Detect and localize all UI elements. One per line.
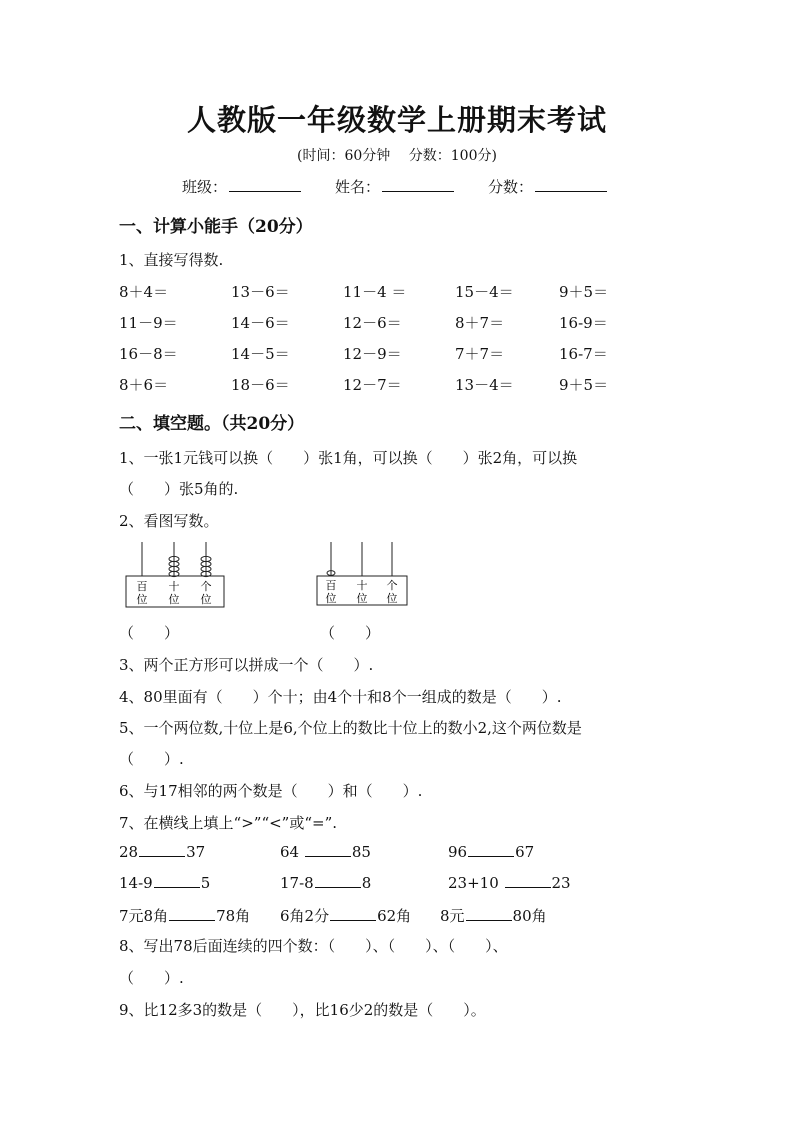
calc-item: 16-9＝ (559, 314, 608, 332)
abacus-label: 个 (200, 580, 212, 593)
compare-blank[interactable] (169, 908, 215, 921)
compare-item (119, 843, 205, 861)
section1-q1: 1、直接写得数. (119, 251, 224, 269)
compare-blank[interactable] (505, 875, 551, 888)
compare-right: 85 (351, 843, 371, 861)
page-title: 人教版一年级数学上册期末考试 (186, 103, 607, 137)
abacus-diagram-b (315, 540, 411, 610)
q3-text: 3、两个正方形可以拼成一个（ ）. (119, 656, 374, 674)
calc-item: 12－6＝ (343, 314, 402, 332)
score-blank[interactable] (535, 177, 607, 192)
compare-blank[interactable] (468, 844, 514, 857)
compare-left: 8元 (440, 907, 465, 925)
compare-item (280, 905, 411, 926)
q2-text: 2、看图写数。 (119, 512, 219, 530)
compare-left: 14-9 (119, 874, 153, 892)
abacus-label: 位 (386, 592, 398, 605)
q8-line2: （ ）. (119, 969, 184, 987)
calc-item: 7＋7＝ (455, 345, 505, 363)
section1-heading: 一、计算小能手（20分） (119, 217, 313, 237)
compare-right: 62角 (377, 907, 412, 925)
compare-blank[interactable] (154, 875, 200, 888)
q5-line2: （ ）. (119, 750, 184, 768)
q7-text: 7、在横线上填上“>”“<”或“=”. (119, 814, 338, 832)
calc-item: 8＋4＝ (119, 283, 169, 301)
compare-left: 6角2分 (280, 907, 330, 925)
calc-item: 13－4＝ (455, 376, 514, 394)
compare-right: 8 (361, 874, 372, 892)
calc-item: 16－8＝ (119, 345, 178, 363)
score-field (488, 176, 607, 197)
compare-blank[interactable] (466, 908, 512, 921)
abacus-label: 十 (356, 579, 368, 592)
compare-left: 28 (119, 843, 139, 861)
q8-line1: 8、写出78后面连续的四个数：（ ）、（ ）、（ ）、 (119, 937, 508, 955)
q4-text: 4、80里面有（ ）个十；由4个十和8个一组成的数是（ ）. (119, 688, 562, 706)
class-field (182, 176, 301, 197)
score-label: 分数： (488, 178, 534, 196)
calc-item: 13－6＝ (231, 283, 290, 301)
compare-blank[interactable] (305, 844, 351, 857)
compare-right: 67 (515, 843, 535, 861)
compare-right: 23 (551, 874, 571, 892)
class-label: 班级： (182, 178, 228, 196)
abacus-label: 百 (136, 580, 148, 593)
compare-blank[interactable] (330, 908, 376, 921)
compare-left: 64 (280, 843, 304, 861)
compare-right: 78角 (216, 907, 251, 925)
q1-line1: 1、一张1元钱可以换（ ）张1角，可以换（ ）张2角，可以换 (119, 449, 578, 467)
calc-item: 8＋6＝ (119, 376, 169, 394)
q5-line1: 5、一个两位数,十位上是6,个位上的数比十位上的数小2,这个两位数是 (119, 719, 582, 737)
exam-time-score: (时间：60分钟 分数：100分) (297, 148, 497, 164)
abacus-diagram-a (124, 540, 228, 610)
abacus-label: 位 (200, 593, 212, 606)
calc-item: 12－7＝ (343, 376, 402, 394)
compare-item (440, 905, 547, 926)
compare-item (448, 874, 571, 892)
q9-text: 9、比12多3的数是（ ），比16少2的数是（ ）。 (119, 1001, 486, 1019)
name-blank[interactable] (382, 177, 454, 192)
calc-item: 14－5＝ (231, 345, 290, 363)
abacus-label: 十 (168, 580, 180, 593)
compare-left: 96 (448, 843, 468, 861)
abacus-label: 位 (136, 593, 148, 606)
q6-text: 6、与17相邻的两个数是（ ）和（ ）. (119, 782, 423, 800)
compare-blank[interactable] (139, 844, 185, 857)
abacus-label: 百 (325, 579, 337, 592)
q1-line2: （ ）张5角的. (119, 480, 239, 498)
compare-item (448, 843, 534, 861)
calc-item: 9＋5＝ (559, 283, 609, 301)
compare-item (280, 843, 371, 861)
compare-left: 7元8角 (119, 907, 169, 925)
compare-right: 5 (200, 874, 211, 892)
compare-item (280, 874, 371, 892)
compare-left: 23+10 (448, 874, 504, 892)
calc-item: 15－4＝ (455, 283, 514, 301)
abacus-answer-b[interactable]: （ ） (320, 624, 381, 642)
calc-item: 9＋5＝ (559, 376, 609, 394)
calc-item: 11－4 ＝ (343, 283, 407, 301)
abacus-label: 位 (325, 592, 337, 605)
name-field (335, 176, 454, 197)
calc-item: 14－6＝ (231, 314, 290, 332)
calc-item: 12－9＝ (343, 345, 402, 363)
section2-heading: 二、填空题。（共20分） (119, 414, 305, 434)
class-blank[interactable] (229, 177, 301, 192)
compare-blank[interactable] (315, 875, 361, 888)
abacus-answer-a[interactable]: （ ） (119, 624, 180, 642)
calc-item: 11－9＝ (119, 314, 178, 332)
compare-right: 80角 (512, 907, 547, 925)
abacus-label: 位 (168, 593, 180, 606)
calc-item: 18－6＝ (231, 376, 290, 394)
name-label: 姓名： (335, 178, 381, 196)
compare-item (119, 874, 210, 892)
calc-item: 8＋7＝ (455, 314, 505, 332)
compare-right: 37 (186, 843, 206, 861)
calc-item: 16-7＝ (559, 345, 608, 363)
compare-item (119, 905, 250, 926)
abacus-label: 位 (356, 592, 368, 605)
abacus-label: 个 (386, 579, 398, 592)
compare-left: 17-8 (280, 874, 314, 892)
